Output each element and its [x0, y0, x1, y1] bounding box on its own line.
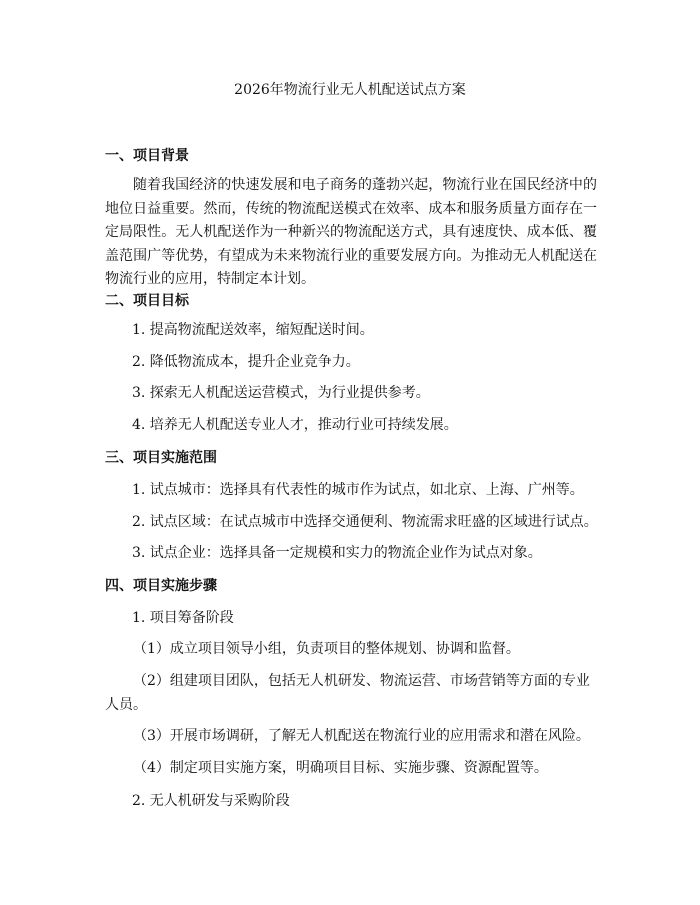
- step-subitem-4: （4）制定项目实施方案，明确项目目标、实施步骤、资源配置等。: [133, 760, 548, 776]
- scope-item-1: 1. 试点城市：选择具有代表性的城市作为试点，如北京、上海、广州等。: [132, 482, 584, 498]
- section-heading-scope: 三、项目实施范围: [105, 450, 217, 466]
- goal-item-1: 1. 提高物流配送效率，缩短配送时间。: [132, 322, 374, 338]
- document-title: 2026年物流行业无人机配送试点方案: [234, 82, 466, 98]
- section-heading-steps: 四、项目实施步骤: [105, 578, 217, 594]
- goal-item-2: 2. 降低物流成本，提升企业竞争力。: [132, 354, 360, 370]
- goal-item-4: 4. 培养无人机配送专业人才，推动行业可持续发展。: [132, 417, 458, 433]
- goal-item-3: 3. 探索无人机配送运营模式，为行业提供参考。: [132, 385, 430, 401]
- step-item-2: 2. 无人机研发与采购阶段: [132, 793, 290, 809]
- section-heading-background: 一、项目背景: [105, 148, 189, 164]
- background-paragraph: 随着我国经济的快速发展和电子商务的蓬勃兴起，物流行业在国民经济中的地位日益重要。然而，传统的物流配送模式在效率、成本和服务质量方面存在一定局限性。无人机配送作为一种新兴的物流配送方式，具有速度快、成本低、覆盖范围广等优势，有望成为未来物流行业的重要发展方向。为推动无人机配送在物流行业的应用，特制定本计划。: [105, 177, 597, 287]
- step-subitem-2: （2）组建项目团队，包括无人机研发、物流运营、市场营销等方面的专业人员。: [105, 673, 590, 713]
- scope-item-3: 3. 试点企业：选择具备一定规模和实力的物流企业作为试点对象。: [132, 545, 542, 561]
- section-heading-goals: 二、项目目标: [105, 293, 189, 309]
- step-item-1: 1. 项目筹备阶段: [132, 610, 234, 626]
- step-subitem-3: （3）开展市场调研，了解无人机配送在物流行业的应用需求和潜在风险。: [133, 728, 590, 744]
- step-subitem-1: （1）成立项目领导小组，负责项目的整体规划、协调和监督。: [133, 641, 520, 657]
- scope-item-2: 2. 试点区域：在试点城市中选择交通便利、物流需求旺盛的区域进行试点。: [132, 514, 598, 530]
